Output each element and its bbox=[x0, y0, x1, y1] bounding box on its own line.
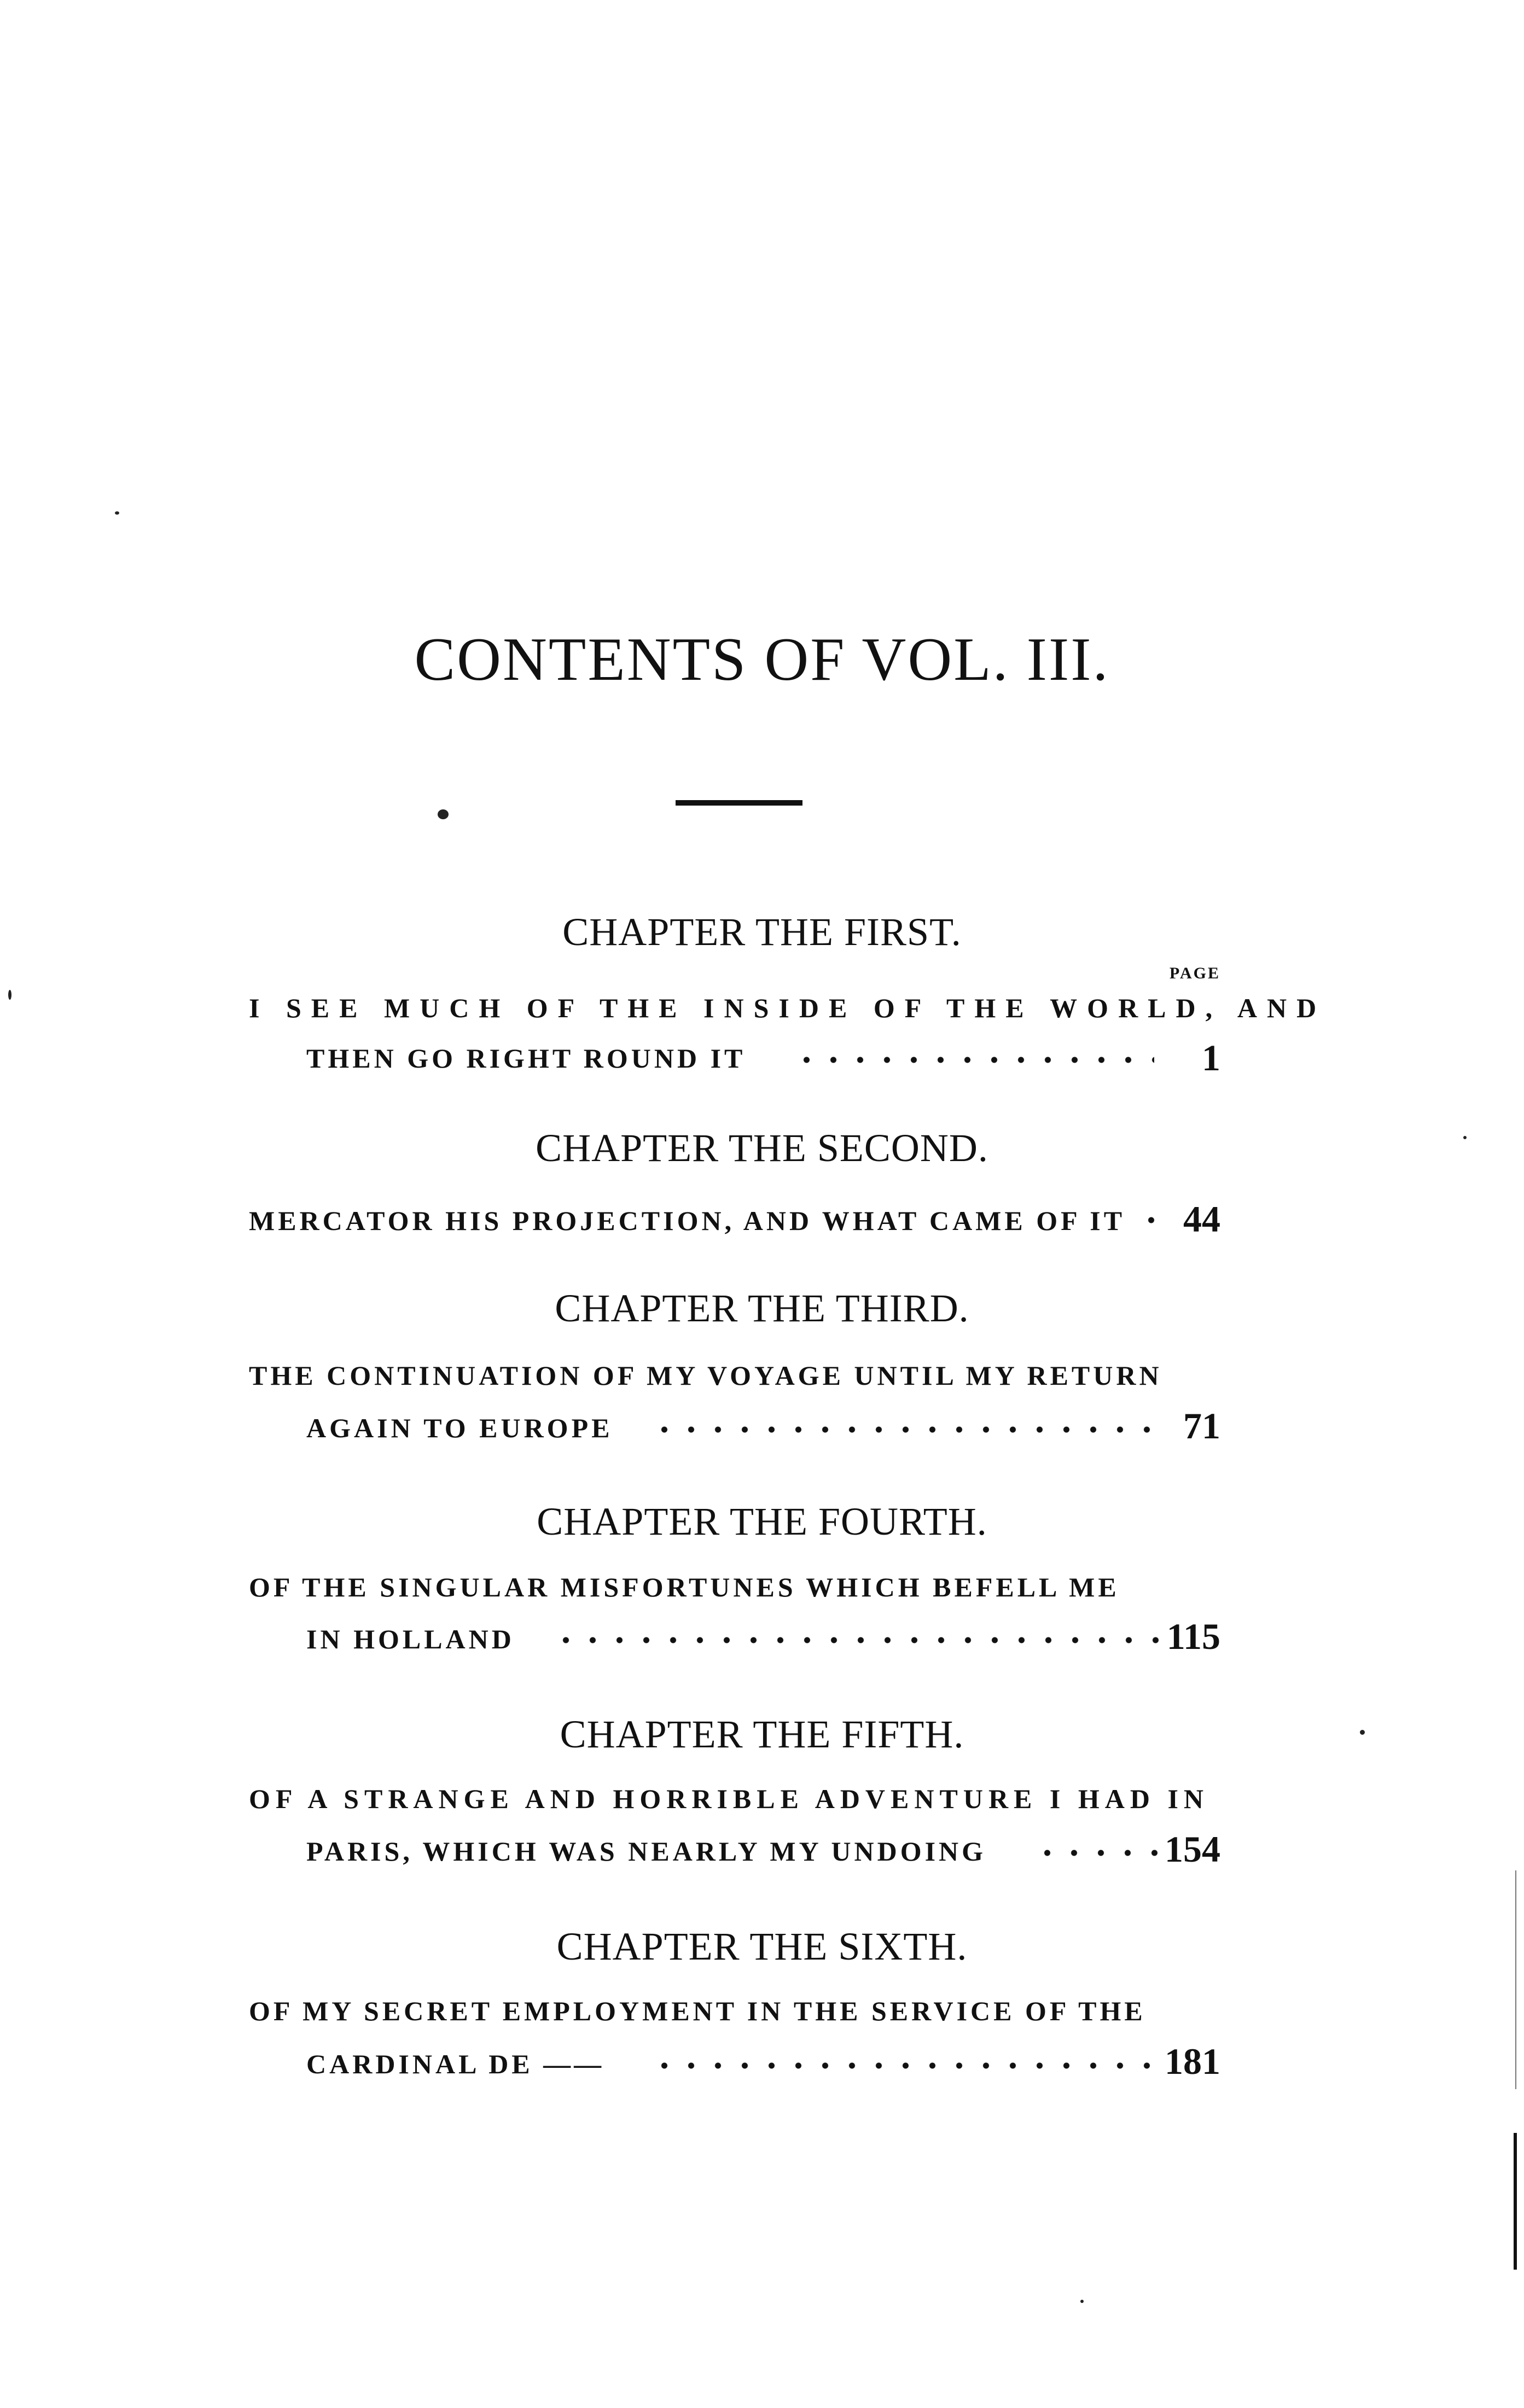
chapter-sixth-page-number: 181 bbox=[1165, 2040, 1220, 2082]
chapter-fourth-line-1: OF THE SINGULAR MISFORTUNES WHICH BEFELL ME bbox=[249, 1572, 1120, 1602]
page-column-header: PAGE bbox=[1169, 964, 1220, 982]
contents-title: CONTENTS OF VOL. III. bbox=[414, 626, 1110, 693]
chapter-third-page-number: 71 bbox=[1183, 1405, 1220, 1447]
chapter-first-line-1: I SEE MUCH OF THE INSIDE OF THE WORLD, AND bbox=[249, 993, 1327, 1023]
chapter-fifth-dot-leader bbox=[1034, 1849, 1160, 1857]
chapter-third-line-2: AGAIN TO EUROPE bbox=[306, 1413, 613, 1443]
chapter-heading-fourth: CHAPTER THE FOURTH. bbox=[537, 1500, 987, 1543]
chapter-first-dot-leader bbox=[793, 1056, 1154, 1064]
page-edge-shadow bbox=[1515, 1870, 1516, 2089]
chapter-sixth-dot-leader bbox=[651, 2062, 1160, 2069]
page-edge-shadow bbox=[1514, 2133, 1517, 2270]
chapter-sixth-line-1: OF MY SECRET EMPLOYMENT IN THE SERVICE OF THE bbox=[249, 1996, 1146, 2026]
ink-speck bbox=[115, 511, 119, 515]
chapter-fifth-line-2: PARIS, WHICH WAS NEARLY MY UNDOING bbox=[306, 1836, 987, 1867]
chapter-second-line-1: MERCATOR HIS PROJECTION, AND WHAT CAME OF IT bbox=[249, 1205, 1126, 1236]
chapter-fourth-page-number: 115 bbox=[1166, 1616, 1220, 1657]
chapter-heading-third: CHAPTER THE THIRD. bbox=[555, 1286, 969, 1330]
chapter-second-dot-leader bbox=[1138, 1216, 1160, 1224]
chapter-second-page-number: 44 bbox=[1183, 1198, 1220, 1240]
chapter-first-line-2: THEN GO RIGHT ROUND IT bbox=[306, 1043, 746, 1074]
ink-speck bbox=[1360, 1730, 1365, 1735]
chapter-fourth-line-2: IN HOLLAND bbox=[306, 1624, 515, 1654]
chapter-heading-second: CHAPTER THE SECOND. bbox=[536, 1126, 988, 1170]
chapter-fifth-line-1: OF A STRANGE AND HORRIBLE ADVENTURE I HAD IN bbox=[249, 1783, 1209, 1814]
ink-speck bbox=[8, 990, 11, 1000]
chapter-heading-first: CHAPTER THE FIRST. bbox=[562, 910, 962, 954]
chapter-fifth-page-number: 154 bbox=[1165, 1828, 1220, 1870]
chapter-heading-fifth: CHAPTER THE FIFTH. bbox=[560, 1712, 964, 1756]
ink-speck bbox=[1463, 1136, 1467, 1139]
chapter-fourth-dot-leader bbox=[552, 1636, 1160, 1644]
chapter-third-dot-leader bbox=[651, 1426, 1154, 1433]
chapter-third-line-1: THE CONTINUATION OF MY VOYAGE UNTIL MY RETURN bbox=[249, 1360, 1162, 1391]
chapter-sixth-line-2: CARDINAL DE —— bbox=[306, 2049, 605, 2079]
chapter-first-page-number: 1 bbox=[1202, 1037, 1220, 1078]
chapter-heading-sixth: CHAPTER THE SIXTH. bbox=[556, 1925, 968, 1968]
ink-blot-mark bbox=[438, 809, 449, 819]
title-rule-divider bbox=[676, 800, 802, 806]
ink-speck bbox=[1080, 2300, 1084, 2303]
